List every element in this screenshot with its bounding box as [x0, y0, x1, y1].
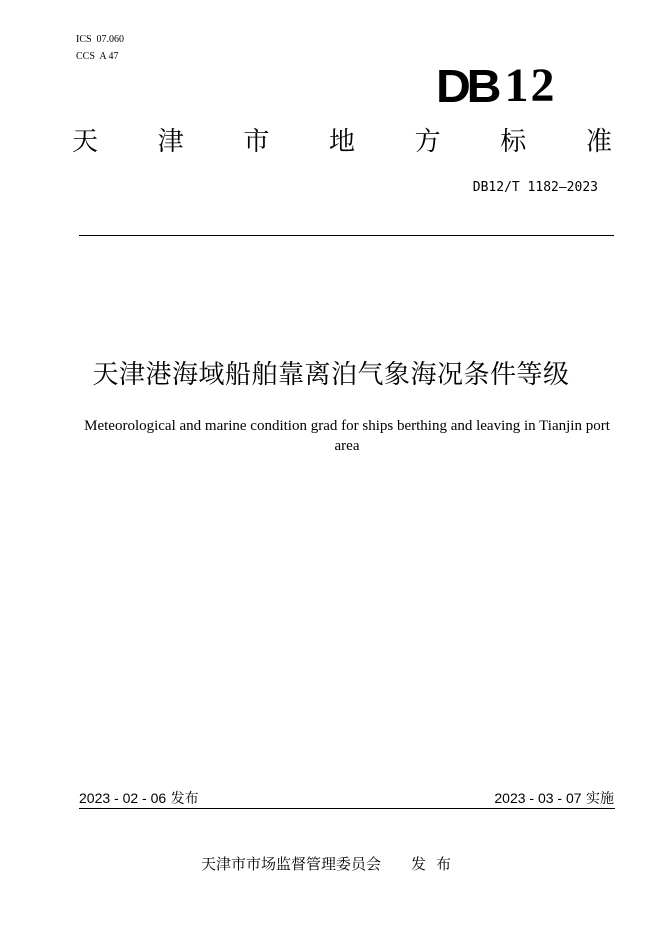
implement-date: 2023 - 03 - 07	[494, 790, 582, 806]
issue-date-line	[79, 788, 199, 809]
publisher-action: 发布	[411, 855, 462, 873]
document-title-english: Meteorological and marine condition grad for ships berthing and leaving in Tianjin port area	[84, 418, 610, 454]
ccs-code: CCS A 47	[76, 51, 119, 62]
standard-type-char: 标	[500, 127, 527, 157]
standard-type-char: 地	[328, 127, 355, 157]
standard-type-char: 准	[585, 127, 612, 157]
publisher-name: 天津市市场监督管理委员会	[200, 855, 381, 873]
db-logo-letters: DB	[436, 60, 498, 112]
ics-code: ICS 07.060	[76, 34, 125, 45]
db-logo-number: 12	[504, 59, 557, 112]
standard-type-char: 天	[72, 127, 99, 157]
top-divider	[79, 235, 614, 236]
standard-number: DB12/T 1182—2023	[472, 180, 598, 195]
standard-type-heading	[72, 124, 612, 160]
issue-date: 2023 - 02 - 06	[79, 790, 167, 806]
publisher-line	[0, 853, 662, 875]
standard-type-char: 市	[243, 127, 270, 157]
bottom-divider	[79, 808, 615, 809]
document-title-chinese: 天津港海域船舶靠离泊气象海况条件等级	[92, 360, 570, 390]
standard-type-char: 方	[414, 127, 441, 157]
issue-label: 发布	[170, 791, 199, 807]
standard-type-char: 津	[157, 127, 184, 157]
db-logo	[436, 58, 557, 112]
classification-codes	[76, 31, 124, 65]
implement-label: 实施	[586, 791, 614, 807]
implement-date-line	[494, 788, 614, 809]
